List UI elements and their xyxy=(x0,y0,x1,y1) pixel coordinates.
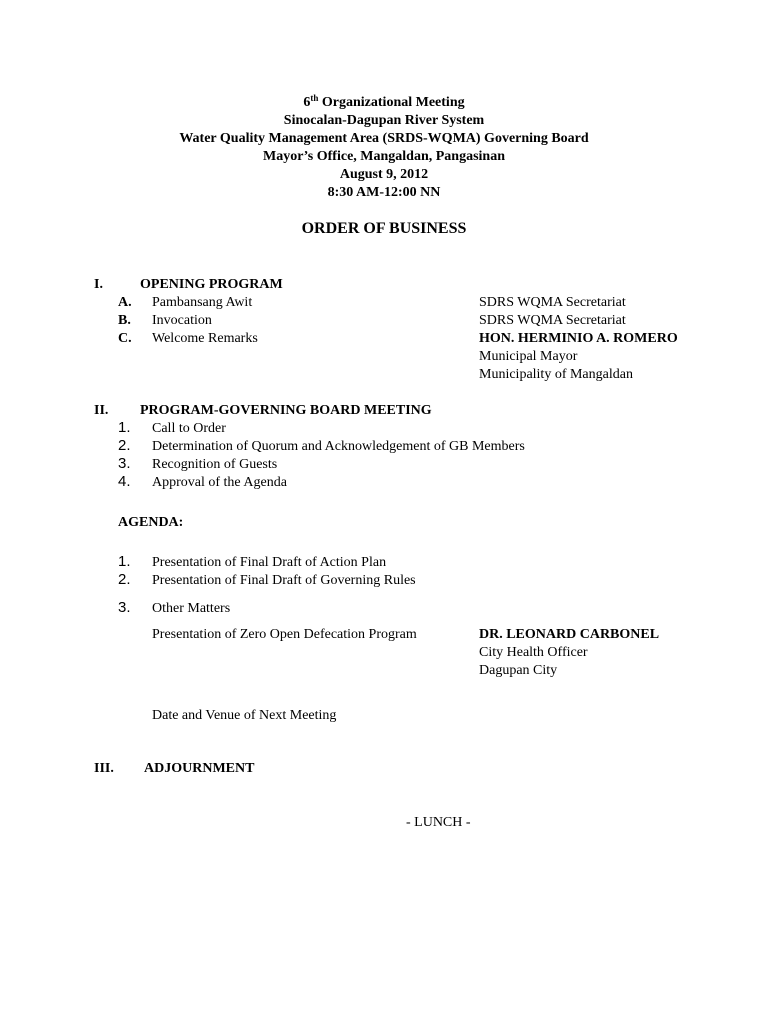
program-item-1-number: 1. xyxy=(118,419,131,436)
section2-heading: PROGRAM-GOVERNING BOARD MEETING xyxy=(140,403,432,418)
item-c-responsible-office: Municipality of Mangaldan xyxy=(479,367,633,382)
time-line: 8:30 AM-12:00 NN xyxy=(327,185,441,200)
agenda-item-2-label: Presentation of Final Draft of Governing Rules xyxy=(152,573,416,588)
item-b-label: Invocation xyxy=(152,313,212,328)
agenda-heading: AGENDA: xyxy=(118,515,184,530)
date-line: August 9, 2012 xyxy=(339,167,429,182)
agenda-item-3-number: 3. xyxy=(118,599,131,616)
program-item-3-number: 3. xyxy=(118,455,131,472)
lunch-note: - LUNCH - xyxy=(406,815,471,830)
program-item-1-label: Call to Order xyxy=(152,421,226,436)
section3-numeral: III. xyxy=(94,761,114,776)
section3-heading: ADJOURNMENT xyxy=(144,761,255,776)
other-matter-1-responsible-title: City Health Officer xyxy=(479,645,588,660)
program-item-4-label: Approval of the Agenda xyxy=(152,475,287,490)
section1-heading: OPENING PROGRAM xyxy=(140,277,283,292)
item-b-responsible: SDRS WQMA Secretariat xyxy=(479,313,626,328)
item-c-label: Welcome Remarks xyxy=(152,331,258,346)
item-c-responsible: HON. HERMINIO A. ROMERO xyxy=(479,331,678,346)
agenda-item-3-label: Other Matters xyxy=(152,601,231,616)
other-matter-2-label: Date and Venue of Next Meeting xyxy=(152,708,337,723)
meeting-title-line xyxy=(0,94,768,112)
program-item-2-number: 2. xyxy=(118,437,131,454)
venue-line: Mayor’s Office, Mangaldan, Pangasinan xyxy=(262,149,505,164)
item-c-letter: C. xyxy=(118,331,132,346)
river-system-line: Sinocalan-Dagupan River System xyxy=(283,113,485,128)
item-c-responsible-title: Municipal Mayor xyxy=(479,349,578,364)
program-item-3-label: Recognition of Guests xyxy=(152,457,278,472)
item-a-responsible: SDRS WQMA Secretariat xyxy=(479,295,626,310)
document-title: ORDER OF BUSINESS xyxy=(301,220,467,237)
section1-numeral: I. xyxy=(94,277,103,292)
other-matter-1-label: Presentation of Zero Open Defecation Program xyxy=(152,627,417,642)
meeting-number-suffix: th xyxy=(310,93,319,103)
meeting-title-text: Organizational Meeting xyxy=(318,95,465,110)
program-item-2-label: Determination of Quorum and Acknowledgement of GB Members xyxy=(152,439,525,454)
program-item-4-number: 4. xyxy=(118,473,131,490)
agenda-item-2-number: 2. xyxy=(118,571,131,588)
agenda-item-1-label: Presentation of Final Draft of Action Plan xyxy=(152,555,387,570)
item-a-label: Pambansang Awit xyxy=(152,295,253,310)
other-matter-1-responsible-office: Dagupan City xyxy=(479,663,558,678)
section2-numeral: II. xyxy=(94,403,109,418)
other-matter-1-responsible: DR. LEONARD CARBONEL xyxy=(479,627,660,642)
item-a-letter: A. xyxy=(118,295,132,310)
item-b-letter: B. xyxy=(118,313,131,328)
board-name-line: Water Quality Management Area (SRDS-WQMA) Governing Board xyxy=(179,131,589,146)
agenda-item-1-number: 1. xyxy=(118,553,131,570)
meeting-number: 6 xyxy=(303,95,311,110)
